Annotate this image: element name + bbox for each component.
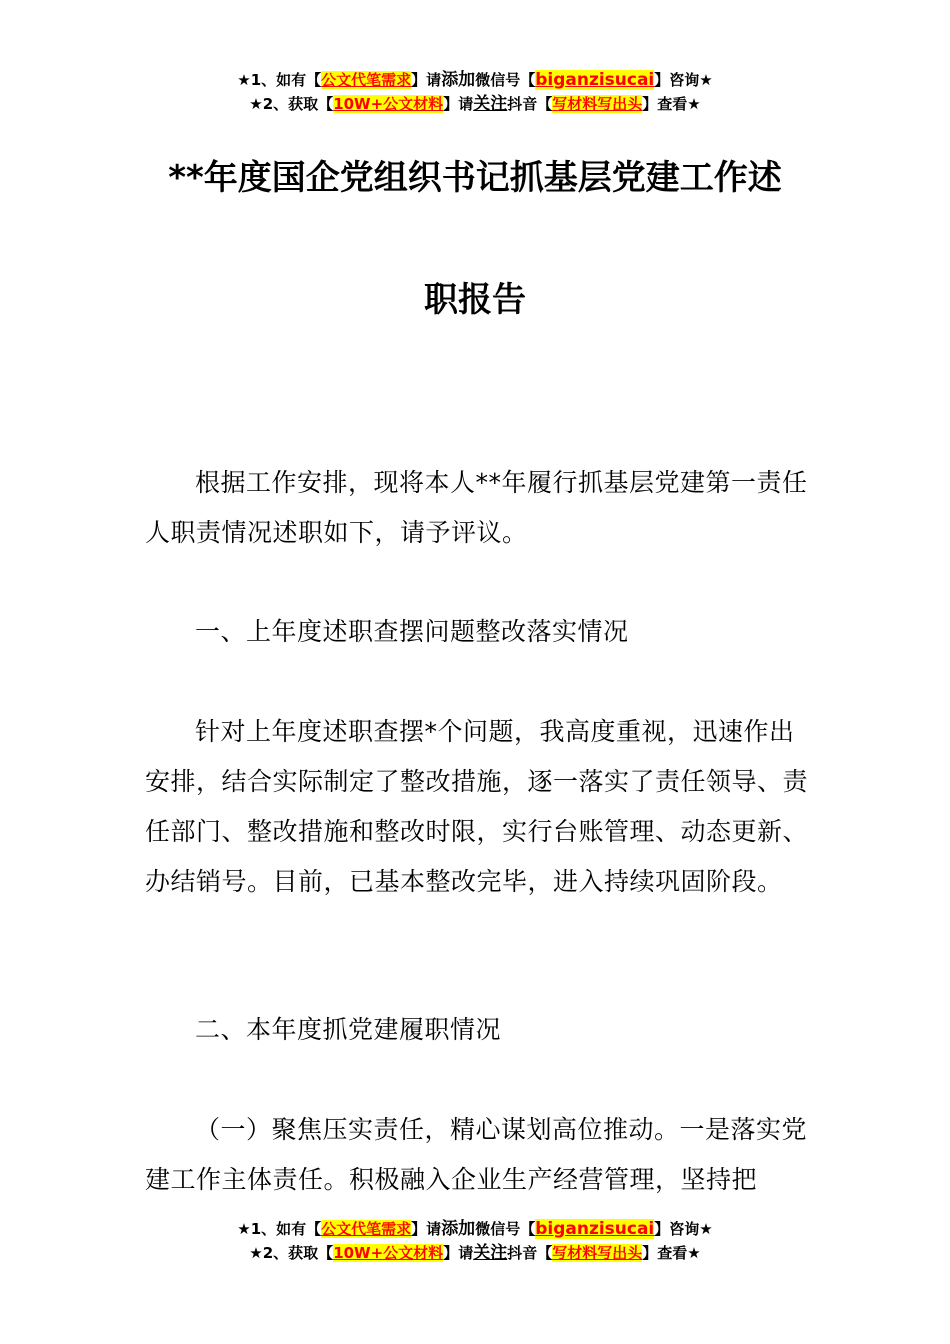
banner-highlight: 10W+公文材料 (333, 1244, 444, 1262)
top-banner (0, 68, 950, 116)
banner-wechat-id: biganzisucai (535, 1219, 655, 1239)
banner-highlight: 10W+公文材料 (333, 95, 444, 113)
banner-text: 】咨询★ (654, 71, 713, 89)
banner-wechat-id: biganzisucai (535, 70, 655, 90)
banner-text: 添加 (441, 70, 476, 90)
banner-line-1 (0, 1217, 950, 1241)
banner-highlight: 公文代笔需求 (321, 1220, 412, 1238)
section-heading-1: 一、上年度述职查摆问题整改落实情况 (195, 617, 629, 646)
banner-text: 关注 (473, 94, 508, 114)
banner-line-1 (0, 68, 950, 92)
banner-text: ★2、获取【 (249, 95, 334, 113)
banner-text: 微信号【 (475, 1220, 536, 1238)
banner-text: 】咨询★ (654, 1220, 713, 1238)
banner-douyin-id: 写材料写出头 (552, 95, 643, 113)
bottom-banner (0, 1217, 950, 1265)
document-title-line-2: 职报告 (424, 280, 526, 320)
banner-text: 】查看★ (642, 95, 701, 113)
banner-text: 添加 (441, 1219, 476, 1239)
banner-text: 】请 (443, 1244, 474, 1262)
banner-text: 】请 (411, 71, 442, 89)
banner-text: 抖音【 (507, 95, 553, 113)
body-paragraph-1: 针对上年度述职查摆*个问题，我高度重视，迅速作出安排，结合实际制定了整改措施，逐一落实了责任领导、责任部门、整改措施和整改时限，实行台账管理、动态更新、办结销号。目前，已基本整改完毕，进入持续巩固阶段。 (145, 717, 809, 896)
banner-douyin-id: 写材料写出头 (552, 1244, 643, 1262)
banner-text: ★1、如有【 (237, 71, 322, 89)
intro-paragraph: 根据工作安排，现将本人**年履行抓基层党建第一责任人职责情况述职如下，请予评议。 (145, 468, 808, 547)
section-heading-2: 二、本年度抓党建履职情况 (195, 1015, 502, 1044)
document-title-line-1: **年度国企党组织书记抓基层党建工作述 (168, 158, 782, 198)
banner-highlight: 公文代笔需求 (321, 71, 412, 89)
banner-text: 抖音【 (507, 1244, 553, 1262)
body-paragraph-2: （一）聚焦压实责任，精心谋划高位推动。一是落实党建工作主体责任。积极融入企业生产经营管理，坚持把 (145, 1115, 808, 1194)
banner-text: ★2、获取【 (249, 1244, 334, 1262)
banner-text: 】请 (411, 1220, 442, 1238)
banner-text: 】查看★ (642, 1244, 701, 1262)
banner-line-2 (0, 92, 950, 116)
banner-text: 微信号【 (475, 71, 536, 89)
banner-text: 】请 (443, 95, 474, 113)
banner-line-2 (0, 1241, 950, 1265)
banner-text: ★1、如有【 (237, 1220, 322, 1238)
banner-text: 关注 (473, 1243, 508, 1263)
